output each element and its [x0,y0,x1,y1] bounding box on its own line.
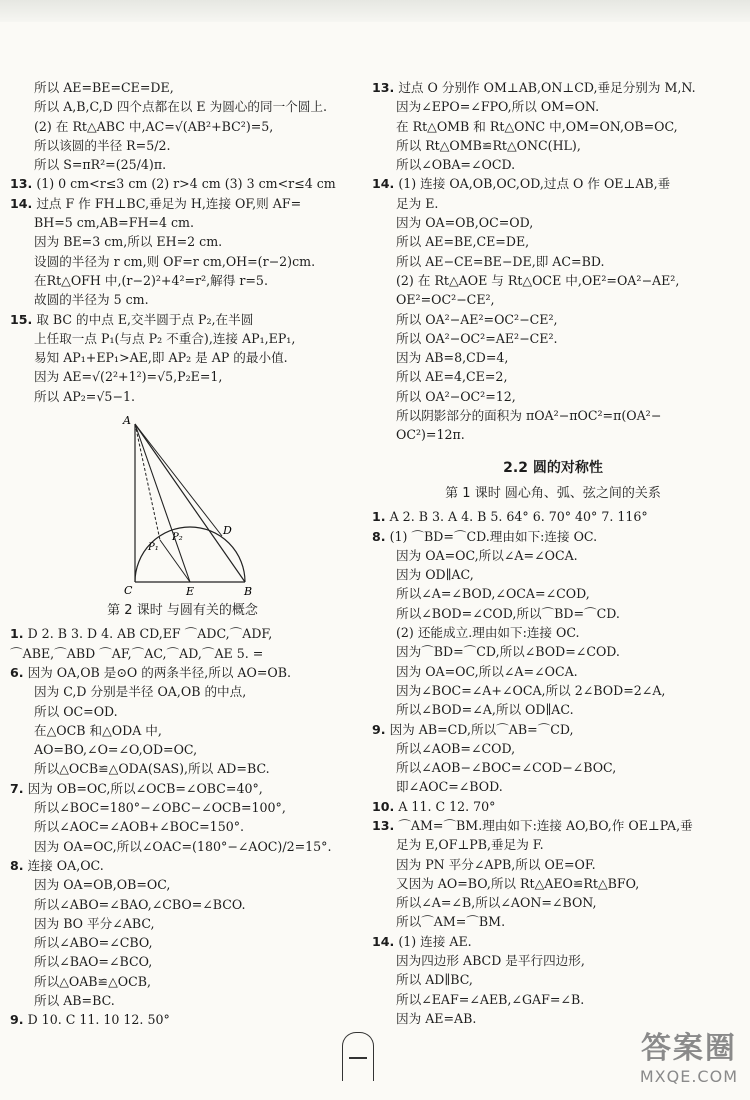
answer-line [10,387,355,406]
answer-line [10,837,355,856]
answer-line [372,835,734,854]
label-e: E [186,585,195,598]
label-a: A [123,414,131,428]
line-text: 所以∠BOC=180°−∠OBC−∠OCB=100°, [34,800,286,816]
line-text: 所以∠A=∠BOD,∠OCA=∠COD, [396,586,590,602]
line-text: A 2. B 3. A 4. B 5. 64° 6. 70° 40° 7. 116° [389,509,648,525]
answer-line [10,136,355,155]
answer-line [372,213,734,232]
answer-line [372,387,734,406]
answer-item [10,1010,355,1029]
line-text: 所以阴影部分的面积为 πOA²−πOC²=π(OA²− [396,408,662,424]
answer-line [10,914,355,933]
answer-item [10,194,355,213]
line-text: 因为 OA=OC,所以∠OAC=(180°−∠AOC)/2=15°. [34,838,332,854]
answer-line [10,329,355,348]
item-number: 14. [10,195,33,211]
answer-item [10,663,355,682]
line-text: 所以∠BOD=∠COD,所以⌒BD=⌒CD. [396,605,620,621]
answer-item [10,310,355,329]
answer-line [372,565,734,584]
right-column [372,78,734,1028]
line-text: 因为 OB=OC,所以∠OCB=∠OBC=40°, [27,780,263,796]
line-text: 在 Rt△OMB 和 Rt△ONC 中,OM=ON,OB=OC, [396,118,678,134]
watermark-url: MXQE.COM [639,1067,738,1086]
answer-line [372,777,734,796]
line-text: 即∠AOC=∠BOD. [396,779,503,795]
answer-line [372,290,734,309]
line-text: 因为 OA=OB,OB=OC, [34,877,171,893]
answer-line [10,367,355,386]
answer-item [372,174,734,193]
answer-item [372,816,734,835]
item-number: 1. [10,626,24,642]
label-p2: P₂ [172,532,183,544]
line-text: 所以 OC=OD. [34,703,118,719]
label-d: D [223,524,232,538]
line-text: 所以 AE=BE,CE=DE, [396,234,530,250]
line-text: 所以 OA²−OC²=12, [396,388,516,404]
line-text: (2) 在 Rt△AOE 与 Rt△OCE 中,OE²=OA²−AE², [396,272,680,288]
line-text: 所以∠ABO=∠BAO,∠CBO=∠BCO. [34,896,246,912]
item-number: 9. [372,721,386,737]
section-heading: 2.2 圆的对称性 [503,459,603,476]
line-text: 取 BC 的中点 E,交半圆于点 P₂,在半圆 [36,311,254,327]
answer-line [10,895,355,914]
answer-item [372,932,734,951]
answer-line [10,972,355,991]
answer-line [372,700,734,719]
item-number: 8. [10,857,24,873]
answer-item [372,507,734,526]
answer-line [372,367,734,386]
line-text: 设圆的半径为 r cm,则 OF=r cm,OH=(r−2)cm. [34,253,316,269]
answer-line [372,970,734,989]
label-b: B [244,585,253,598]
answer-line [372,406,734,425]
line-text: 因为 BE=3 cm,所以 EH=2 cm. [34,234,223,250]
answer-line [10,682,355,701]
answer-item [10,779,355,798]
line-text: 所以△OAB≌△OCB, [34,973,152,989]
line-text: 因为 AB=CD,所以⌒AB=⌒CD, [389,721,574,737]
answer-line [372,348,734,367]
segment-p1e [160,540,190,582]
line-text: 所以∠OBA=∠OCD. [396,157,516,173]
answer-line [10,991,355,1010]
line-text: ⌒ABE,⌒ABD ⌒AF,⌒AC,⌒AD,⌒AE 5. = [10,645,264,661]
segment-ab [135,424,245,582]
answer-line [372,136,734,155]
item-number: 9. [10,1012,24,1028]
item-number: 6. [10,664,24,680]
answer-line [372,117,734,136]
answer-line [10,155,355,174]
line-text: 又因为 AO=BO,所以 Rt△AEO≌Rt△BFO, [396,875,640,891]
line-text: 上任取一点 P₁(与点 P₂ 不重合),连接 AP₁,EP₁, [34,330,296,346]
line-text: 故圆的半径为 5 cm. [34,292,149,308]
answer-line [10,117,355,136]
answer-line [10,721,355,740]
answer-line [372,951,734,970]
line-text: 所以 AB=BC. [34,992,115,1008]
line-text: 因为∠BOC=∠A+∠OCA,所以 2∠BOD=2∠A, [396,682,666,698]
line-text: 因为 OA,OB 是⊙O 的两条半径,所以 AO=OB. [27,664,291,680]
figure-container [10,412,355,597]
line-text: (1) 0 cm<r≤3 cm (2) r>4 cm (3) 3 cm<r≤4 cm [36,176,336,192]
line-text: 在Rt△OFH 中,(r−2)²+4²=r²,解得 r=5. [34,272,268,288]
item-number: 10. [372,798,395,814]
answer-line [372,546,734,565]
line-text: 因为 OA=OC,所以∠A=∠OCA. [396,663,578,679]
answer-line [372,97,734,116]
line-text: 所以∠BAO=∠BCO, [34,954,153,970]
line-text: 易知 AP₁+EP₁>AE,即 AP₂ 是 AP 的最小值. [34,350,288,366]
item-number: 14. [372,933,395,949]
answer-line [372,855,734,874]
answer-line [372,623,734,642]
answer-item [10,624,355,643]
line-text: 因为 OA=OC,所以∠A=∠OCA. [396,547,578,563]
answer-line [372,642,734,661]
line-text: 所以 AE=4,CE=2, [396,369,508,385]
answer-line [372,681,734,700]
line-text: OC²)=12π. [396,427,465,443]
answer-line [10,348,355,367]
page-number-mark [342,1032,374,1081]
line-text: 所以∠AOB=∠COD, [396,740,516,756]
line-text: A 11. C 12. 70° [398,798,496,814]
answer-item [372,797,734,816]
page-top-band [0,0,750,22]
answer-item [372,720,734,739]
item-number: 8. [372,528,386,544]
line-text: 在△OCB 和△ODA 中, [34,722,162,738]
answer-line [372,874,734,893]
answer-line [10,290,355,309]
line-text: 因为 C,D 分别是半径 OA,OB 的中点, [34,684,247,700]
answer-line [372,739,734,758]
answer-line [372,329,734,348]
item-number: 7. [10,780,24,796]
line-text: 因为 OD∥AC, [396,567,474,583]
item-number: 15. [10,311,33,327]
line-text: 因为 OA=OB,OC=OD, [396,215,534,231]
watermark-title: 答案圈 [640,1031,737,1066]
line-text: D 2. B 3. D 4. AB CD,EF ⌒ADC,⌒ADF, [27,626,273,642]
line-text: (1) 连接 OA,OB,OC,OD,过点 O 作 OE⊥AB,垂 [398,176,671,192]
item-number: 14. [372,176,395,192]
line-text: 足为 E. [396,195,439,211]
line-text: (1) 连接 AE. [398,933,472,949]
line-text: (1) ⌒BD=⌒CD.理由如下:连接 OC. [389,528,598,544]
answer-line [10,952,355,971]
line-text: 过点 O 分别作 OM⊥AB,ON⊥CD,垂足分别为 M,N. [398,80,696,95]
answer-item [372,527,734,546]
lesson-heading: 第 1 课时 圆心角、弧、弦之间的关系 [445,485,661,501]
line-text: 所以∠A=∠B,所以∠AON=∠BON, [396,895,597,911]
line-text: 因为 AE=AB. [396,1010,477,1026]
line-text: 因为 PN 平分∠APB,所以 OE=OF. [396,856,596,872]
answer-line [372,271,734,290]
line-text: (2) 还能成立.理由如下:连接 OC. [396,625,580,641]
answer-line [372,604,734,623]
answer-line [372,990,734,1009]
answer-line [10,933,355,952]
answer-line [10,213,355,232]
answer-line [10,644,355,663]
line-text: 所以△OCB≌△ODA(SAS),所以 AD=BC. [34,761,270,777]
line-text: 所以 OA²−AE²=OC²−CE², [396,311,558,327]
line-text: 因为 AB=8,CD=4, [396,350,509,366]
line-text: 因为 AE=√(2²+1²)=√5,P₂E=1, [34,369,223,385]
line-text: 所以 AE=BE=CE=DE, [34,80,174,95]
line-text: (2) 在 Rt△ABC 中,AC=√(AB²+BC²)=5, [34,118,274,134]
answer-line [10,232,355,251]
line-text: 所以∠BOD=∠A,所以 OD∥AC. [396,702,574,718]
answer-line [372,310,734,329]
answer-line [10,702,355,721]
answer-line [372,194,734,213]
answer-line [10,252,355,271]
label-c: C [124,584,133,598]
line-text: 因为四边形 ABCD 是平行四边形, [396,953,585,969]
line-text: 所以 AD∥BC, [396,972,473,988]
line-text: 所以∠AOC=∠AOB+∠BOC=150°. [34,819,245,835]
item-number: 13. [372,80,395,95]
line-text: 因为 BO 平分∠ABC, [34,915,155,931]
watermark [640,1023,738,1086]
line-text: 因为∠EPO=∠FPO,所以 OM=ON. [396,99,600,115]
line-text: 所以∠AOB−∠BOC=∠COD−∠BOC, [396,760,617,776]
answer-line [10,798,355,817]
item-number: 13. [10,176,33,192]
answer-line [10,875,355,894]
answer-line [372,758,734,777]
answer-line [372,584,734,603]
answer-line [10,817,355,836]
answer-line [372,232,734,251]
answer-line [372,893,734,912]
line-text: 足为 E,OF⊥PB,垂足为 F. [396,837,544,853]
label-p1: P₁ [148,542,159,554]
answer-line [10,759,355,778]
answer-line [10,78,355,97]
line-text: BH=5 cm,AB=FH=4 cm. [34,215,194,231]
answer-item [372,78,734,97]
left-column [10,78,355,1030]
line-text: 因为⌒BD=⌒CD,所以∠BOD=∠COD. [396,644,620,660]
segment-ad [135,424,222,536]
line-text: 所以 OA²−OC²=AE²−CE². [396,330,558,346]
answer-line [372,912,734,931]
line-text: 所以 S=πR²=(25/4)π. [34,157,167,173]
answer-item [10,174,355,193]
answer-line [10,740,355,759]
answer-line [10,271,355,290]
segment-ae [135,424,190,582]
line-text: 连接 OA,OC. [27,857,104,873]
line-text: 过点 F 作 FH⊥BC,垂足为 H,连接 OF,则 AF= [36,195,302,211]
line-text: 所以 A,B,C,D 四个点都在以 E 为圆心的同一个圆上. [34,99,327,115]
item-number: 13. [372,817,395,833]
line-text: 所以该圆的半径 R=5/2. [34,137,171,153]
answer-item [10,856,355,875]
line-text: 所以∠ABO=∠CBO, [34,935,153,951]
line-text: ⌒AM=⌒BM.理由如下:连接 AO,BO,作 OE⊥PA,垂 [398,817,693,833]
line-text: AO=BO,∠O=∠O,OD=OC, [34,742,198,758]
line-text: 所以 AP₂=√5−1. [34,388,135,404]
answer-line [372,662,734,681]
line-text: 所以 Rt△OMB≌Rt△ONC(HL), [396,137,581,153]
answer-line [10,97,355,116]
line-text: OE²=OC²−CE², [396,292,495,308]
answer-line [372,252,734,271]
item-number: 1. [372,509,386,525]
line-text: D 10. C 11. 10 12. 50° [27,1012,170,1028]
lesson-heading: 第 2 课时 与圆有关的概念 [107,603,258,619]
line-text: 所以⌒AM=⌒BM. [396,914,506,930]
geometry-figure [120,412,270,597]
answer-line [372,155,734,174]
line-text: 所以 AE−CE=BE−DE,即 AC=BD. [396,253,605,269]
answer-line [372,425,734,444]
line-text: 所以∠EAF=∠AEB,∠GAF=∠B. [396,991,585,1007]
